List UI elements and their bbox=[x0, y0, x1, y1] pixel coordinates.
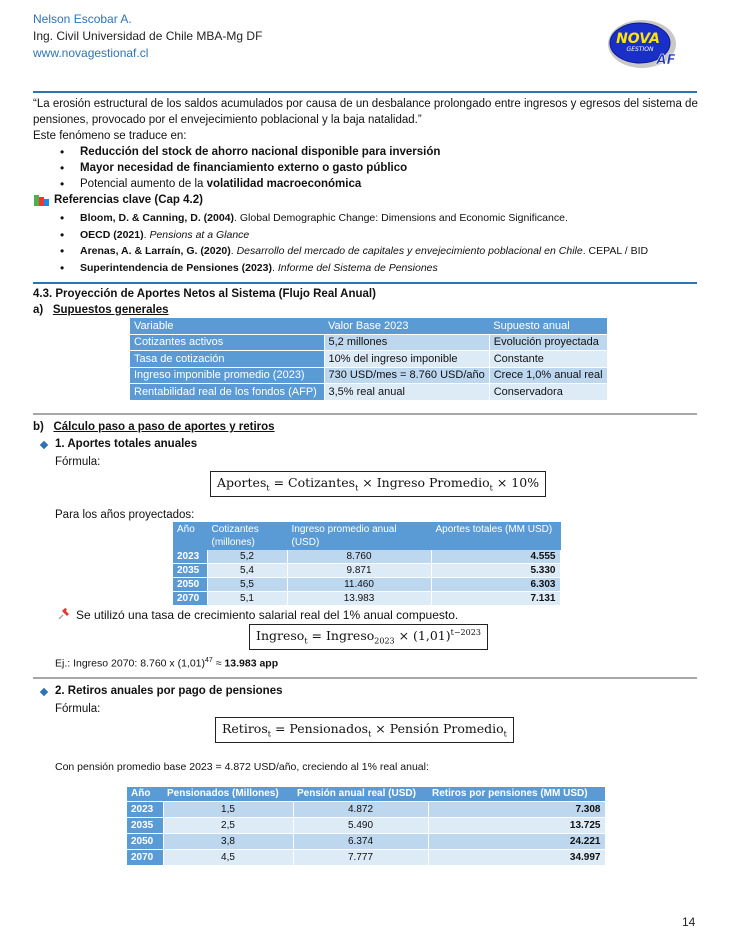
ingreso-formula: Ingreso$_t$ = Ingreso$_{2023}$ × $(1,01)^{t-2023}$ bbox=[249, 624, 488, 650]
table-cell: 5,1 bbox=[207, 592, 287, 606]
table-row bbox=[173, 592, 560, 606]
table-cell: 24.221 bbox=[428, 834, 605, 850]
table-cell: 5,5 bbox=[207, 578, 287, 592]
table-cell: 7.308 bbox=[428, 802, 605, 818]
table-cell: 7.131 bbox=[431, 592, 560, 606]
table-header: Cotizantes (millones) bbox=[207, 522, 287, 550]
table-cell: 5,2 millones bbox=[324, 334, 489, 351]
table-header: Pensión anual real (USD) bbox=[293, 787, 428, 802]
table-cell: 7.777 bbox=[293, 850, 428, 866]
reference-item: • Arenas, A. & Larraín, G. (2020). Desarrollo del mercado de capitales y envejecimiento poblacional en Chile. CEPAL / BID bbox=[58, 243, 648, 260]
pension-base-text: Con pensión promedio base 2023 = 4.872 USD/año, creciendo al 1% real anual: bbox=[55, 761, 429, 773]
table-cell: Evolución proyectada bbox=[489, 334, 607, 351]
subsection-a-label: a) bbox=[33, 304, 44, 316]
table-cell: 4.555 bbox=[431, 550, 560, 564]
table-cell: 5,2 bbox=[207, 550, 287, 564]
table-cell: 4,5 bbox=[163, 850, 293, 866]
table-row bbox=[127, 850, 605, 866]
reference-item: • Superintendencia de Pensiones (2023). Informe del Sistema de Pensiones bbox=[58, 260, 648, 277]
aportes-formula: Aportes$_t$ = Cotizantes$_t$ × Ingreso Promedio$_t$ × 10% bbox=[210, 471, 546, 497]
table-cell: 9.871 bbox=[287, 564, 431, 578]
section-divider bbox=[33, 282, 697, 284]
intro-lead: Este fenómeno se traduce en: bbox=[33, 130, 187, 142]
author-name: Nelson Escobar A. bbox=[33, 12, 132, 26]
intro-bullet: • Potencial aumento de la volatilidad macroeconómica bbox=[58, 176, 440, 192]
table-header-row bbox=[130, 318, 607, 334]
intro-bullet: • Mayor necesidad de financiamiento externo o gasto público bbox=[58, 160, 440, 176]
diamond-bullet-icon bbox=[40, 688, 48, 696]
retiros-formula: Retiros$_t$ = Pensionados$_t$ × Pensión Promedio$_t$ bbox=[215, 717, 514, 743]
aportes-formula-label: Fórmula: bbox=[55, 456, 101, 468]
section-divider bbox=[33, 677, 697, 679]
pushpin-icon bbox=[57, 607, 71, 621]
table-cell: Rentabilidad real de los fondos (AFP) bbox=[130, 384, 324, 401]
table-header: Variable bbox=[130, 318, 324, 334]
logo-gestion-text: GESTION bbox=[626, 46, 654, 53]
retiros-title: 2. Retiros anuales por pago de pensiones bbox=[55, 685, 283, 697]
table-cell: 3,5% real anual bbox=[324, 384, 489, 401]
table-header: Pensionados (Millones) bbox=[163, 787, 293, 802]
table-cell: Crece 1,0% anual real bbox=[489, 367, 607, 384]
header-divider bbox=[33, 91, 697, 93]
intro-bullet-list bbox=[58, 144, 440, 192]
table-header-row bbox=[127, 787, 605, 802]
table-cell: 34.997 bbox=[428, 850, 605, 866]
table-cell: 2,5 bbox=[163, 818, 293, 834]
table-row bbox=[173, 564, 560, 578]
table-cell: Constante bbox=[489, 351, 607, 368]
table-cell: 5.330 bbox=[431, 564, 560, 578]
website-link[interactable]: www.novagestionaf.cl bbox=[33, 46, 149, 60]
references-title: Referencias clave (Cap 4.2) bbox=[54, 194, 203, 206]
subsection-a-title: Supuestos generales bbox=[52, 304, 169, 316]
author-title: Ing. Civil Universidad de Chile MBA-Mg DF bbox=[33, 29, 263, 43]
retiros-table bbox=[127, 787, 606, 866]
table-cell: 2070 bbox=[173, 592, 207, 606]
growth-note: Se utilizó una tasa de crecimiento salarial real del 1% anual compuesto. bbox=[76, 608, 459, 622]
table-row bbox=[173, 578, 560, 592]
table-header: Ingreso promedio anual (USD) bbox=[287, 522, 431, 550]
assumptions-table bbox=[130, 318, 608, 401]
table-cell: Cotizantes activos bbox=[130, 334, 324, 351]
table-cell: 2035 bbox=[173, 564, 207, 578]
subsection-b-label: b) bbox=[33, 421, 44, 433]
table-header: Supuesto anual bbox=[489, 318, 607, 334]
table-cell: 4.872 bbox=[293, 802, 428, 818]
subsection-b-title: Cálculo paso a paso de aportes y retiros bbox=[53, 421, 275, 433]
table-cell: 2050 bbox=[173, 578, 207, 592]
table-cell: Conservadora bbox=[489, 384, 607, 401]
table-cell: 13.725 bbox=[428, 818, 605, 834]
table-cell: 2023 bbox=[127, 802, 163, 818]
subsection-b bbox=[33, 421, 275, 433]
aportes-title: 1. Aportes totales anuales bbox=[55, 438, 198, 450]
table-row bbox=[127, 818, 605, 834]
ingreso-example: Ej.: Ingreso 2070: 8.760 x $(1,01)^{47} \approx 13.983$ app bbox=[55, 657, 279, 670]
section-divider bbox=[33, 413, 697, 415]
table-cell: Ingreso imponible promedio (2023) bbox=[130, 367, 324, 384]
reference-item: • OECD (2021). Pensions at a Glance bbox=[58, 227, 648, 244]
table-row bbox=[130, 367, 607, 384]
table-cell: 6.374 bbox=[293, 834, 428, 850]
table-cell: 3,8 bbox=[163, 834, 293, 850]
table-row bbox=[127, 802, 605, 818]
table-cell: 2023 bbox=[173, 550, 207, 564]
nova-gestion-logo bbox=[604, 18, 684, 70]
table-cell: 5,4 bbox=[207, 564, 287, 578]
table-row bbox=[130, 334, 607, 351]
books-icon bbox=[34, 194, 49, 207]
table-header-row bbox=[173, 522, 560, 550]
subsection-a bbox=[33, 304, 169, 316]
table-row bbox=[130, 384, 607, 401]
table-row bbox=[127, 834, 605, 850]
logo-nova-text: NOVA bbox=[616, 31, 660, 47]
logo-af-text: AF bbox=[656, 53, 676, 68]
table-cell: 730 USD/mes = 8.760 USD/año bbox=[324, 367, 489, 384]
table-header: Retiros por pensiones (MM USD) bbox=[428, 787, 605, 802]
table-cell: 2035 bbox=[127, 818, 163, 834]
table-cell: 5.490 bbox=[293, 818, 428, 834]
table-cell: 13.983 bbox=[287, 592, 431, 606]
section-title: 4.3. Proyección de Aportes Netos al Sistema (Flujo Real Anual) bbox=[33, 288, 376, 300]
years-label: Para los años proyectados: bbox=[55, 509, 195, 521]
table-header: Valor Base 2023 bbox=[324, 318, 489, 334]
table-header: Aportes totales (MM USD) bbox=[431, 522, 560, 550]
reference-item: • Bloom, D. & Canning, D. (2004). Global Demographic Change: Dimensions and Economic Significance. bbox=[58, 210, 648, 227]
diamond-bullet-icon bbox=[40, 441, 48, 449]
intro-bullet: • Reducción del stock de ahorro nacional disponible para inversión bbox=[58, 144, 440, 160]
table-header: Año bbox=[173, 522, 207, 550]
table-cell: 11.460 bbox=[287, 578, 431, 592]
table-cell: 2070 bbox=[127, 850, 163, 866]
references-list bbox=[58, 210, 648, 276]
table-row bbox=[173, 550, 560, 564]
table-cell: 10% del ingreso imponible bbox=[324, 351, 489, 368]
table-cell: Tasa de cotización bbox=[130, 351, 324, 368]
table-row bbox=[130, 351, 607, 368]
intro-quote: “La erosión estructural de los saldos acumulados por causa de un desbalance prolongado entre ingresos y egresos del sistema de pensiones, provocado por el envejecimiento poblacional y la baja natalidad.” bbox=[33, 98, 698, 126]
table-cell: 8.760 bbox=[287, 550, 431, 564]
aportes-table bbox=[173, 522, 561, 606]
page-number: 14 bbox=[682, 915, 696, 929]
table-cell: 2050 bbox=[127, 834, 163, 850]
table-cell: 6.303 bbox=[431, 578, 560, 592]
table-cell: 1,5 bbox=[163, 802, 293, 818]
table-header: Año bbox=[127, 787, 163, 802]
retiros-formula-label: Fórmula: bbox=[55, 703, 101, 715]
